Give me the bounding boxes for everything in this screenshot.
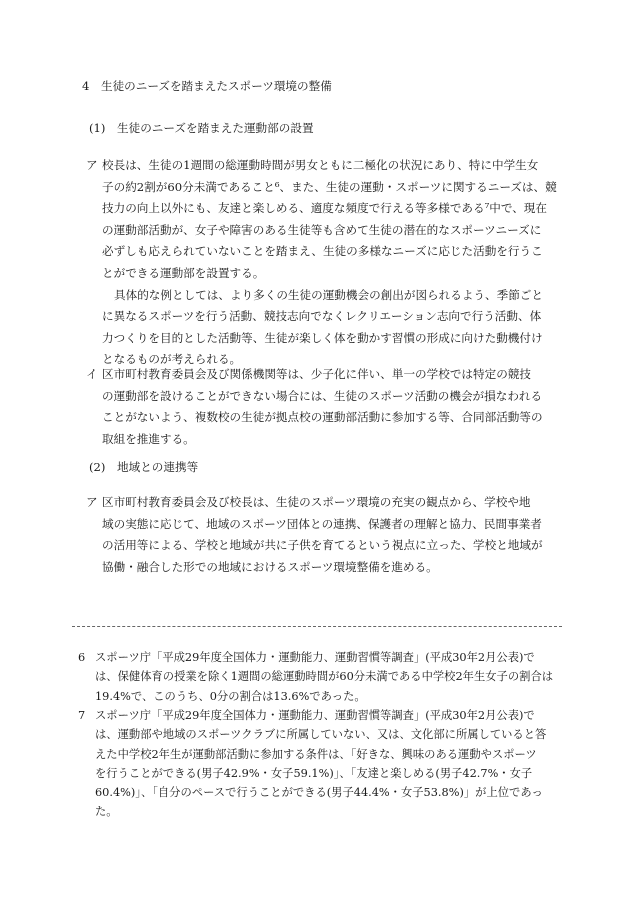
body-line: 取組を推進する。	[102, 431, 195, 446]
footnote-7	[78, 706, 558, 822]
body-line: 協働・融合した形での地域におけるスポーツ環境整備を進める。	[102, 559, 438, 574]
item-marker-a: ア	[86, 158, 98, 172]
body-line: ことがないよう、複数校の生徒が拠点校の運動部活動に参加する等、合同部活動等の	[102, 410, 543, 425]
footnote-line: スポーツ庁「平成29年度全国体力・運動能力、運動習慣等調査」(平成30年2月公表)で	[95, 709, 535, 722]
subsection-heading-1: (1) 生徒のニーズを踏まえた運動部の設置	[89, 121, 314, 135]
body-line: の運動部を設けることができない場合には、生徒のスポーツ活動の機会が損なわれる	[102, 388, 543, 403]
footnote-line: は、保健体育の授業を除く1週間の総運動時間が60分未満である中学校2年生女子の割合は	[95, 670, 554, 684]
footnote-line: を行うことができる(男子42.9%・女子59.1%)」、「友達と楽しめる(男子42.7%・女子	[95, 766, 533, 780]
paragraph-item-i	[86, 364, 556, 450]
body-line: 区市町村教育委員会及び校長は、生徒のスポーツ環境の充実の観点から、学校や地	[102, 495, 531, 509]
footnote-line: は、運動部や地域のスポーツクラブに所属していない、又は、文化部に所属していると答	[95, 728, 547, 742]
body-line: に異なるスポーツを行う活動、競技志向でなくレクリエーション志向で行う活動、体	[102, 309, 542, 324]
footnote-number: 7	[78, 709, 86, 722]
body-line: 区市町村教育委員会及び関係機関等は、少子化に伴い、単一の学校では特定の競技	[102, 367, 531, 381]
footnote-line: た。	[95, 805, 118, 819]
footnote-line: 19.4%で、このうち、0分の割合は13.6%であった。	[95, 689, 366, 703]
body-line: 力つくりを目的とした活動等、生徒が楽しく体を動かす習慣の形成に向けた動機付け	[102, 330, 543, 345]
footnote-line: スポーツ庁「平成29年度全国体力・運動能力、運動習慣等調査」(平成30年2月公表)で	[95, 651, 535, 664]
paragraph-item-a-2	[86, 492, 556, 578]
body-line: とができる運動部を設置する。	[102, 265, 265, 280]
body-line: 域の実態に応じて、地域のスポーツ団体との連携、保護者の理解と協力、民間事業者	[102, 516, 542, 531]
body-line: 校長は、生徒の1週間の総運動時間が男女ともに二極化の状況にあり、特に中学生女	[102, 158, 539, 172]
body-line: 具体的な例としては、より多くの生徒の運動機会の創出が図られるよう、季節ごと	[114, 287, 543, 302]
body-line: 子の約2割が60分未満であること⁶、また、生徒の運動・スポーツに関するニーズは、競	[102, 179, 557, 194]
body-line: の運動部活動が、女子や障害のある生徒等も含めて生徒の潜在的なスポーツニーズに	[102, 222, 542, 237]
subsection-heading-2: (2) 地域との連携等	[89, 460, 199, 474]
footnote-number: 6	[78, 651, 86, 664]
item-marker-i: イ	[86, 367, 98, 381]
footnote-line: 60.4%)」、「自分のペースで行うことができる(男子44.4%・女子53.8%)」が上位であっ	[95, 786, 543, 800]
section-heading: 4 生徒のニーズを踏まえたスポーツ環境の整備	[82, 79, 332, 93]
body-line: 技力の向上以外にも、友達と楽しめる、適度な頻度で行える等多様である⁷中で、現在	[102, 201, 547, 216]
footnote-6	[78, 648, 558, 706]
paragraph-item-a	[86, 155, 556, 371]
item-marker-a: ア	[86, 495, 98, 509]
body-line: となるものが考えられる。	[102, 352, 242, 367]
body-line: 必ずしも応えられていないことを踏まえ、生徒の多様なニーズに応じた活動を行うこ	[102, 244, 543, 259]
body-line: の活用等による、学校と地域が共に子供を育てるという視点に立った、学校と地域が	[102, 538, 543, 553]
footnote-line: えた中学校2年生が運動部活動に参加する条件は、「好きな、興味のある運動やスポーツ	[95, 747, 537, 761]
footnote-divider	[72, 626, 562, 627]
